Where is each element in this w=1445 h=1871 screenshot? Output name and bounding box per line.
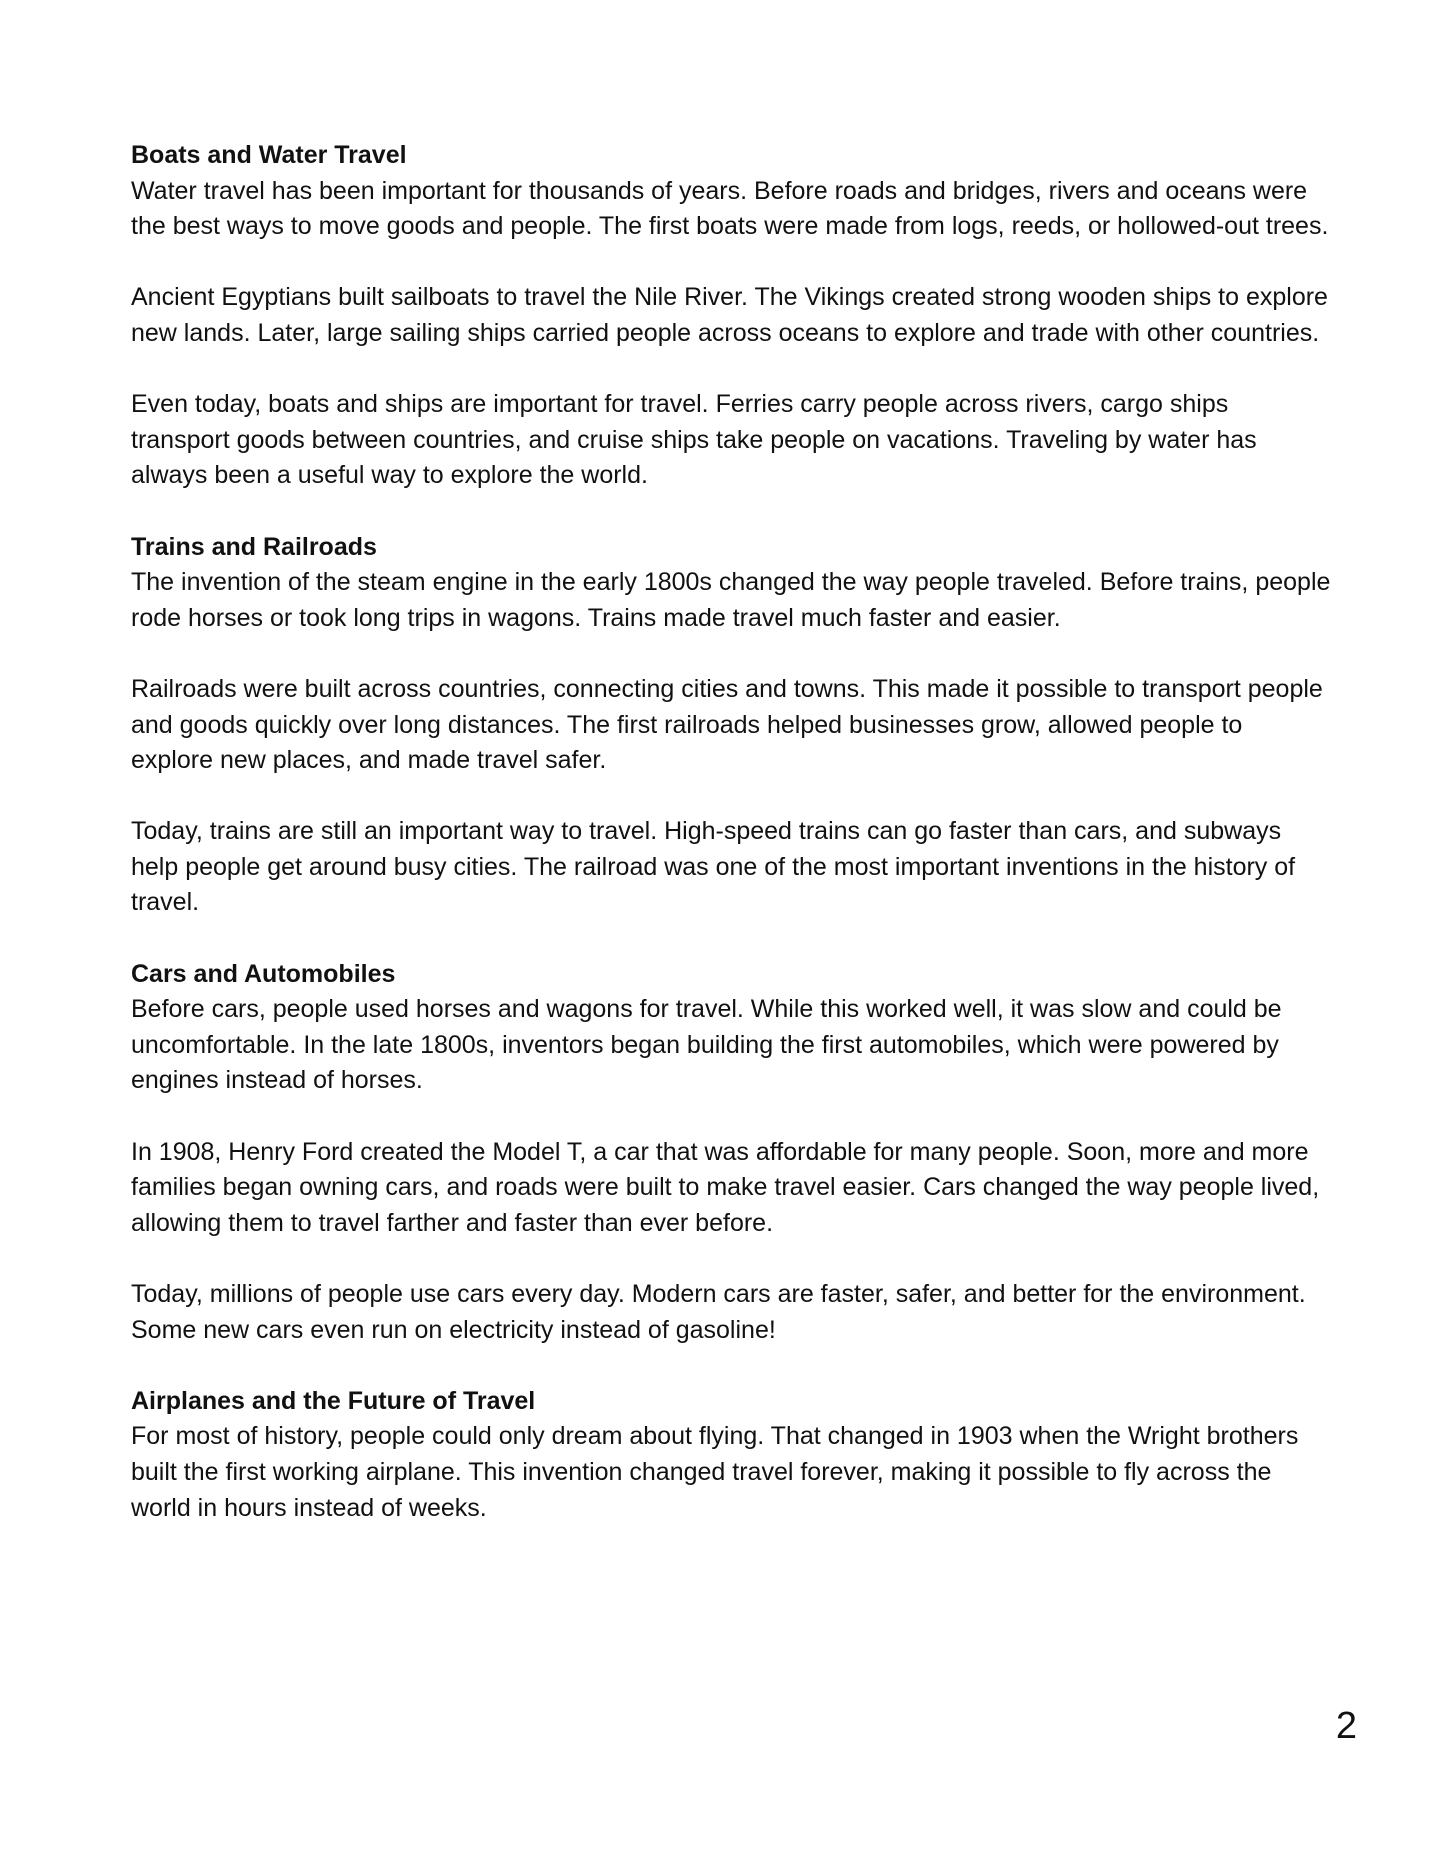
paragraph: For most of history, people could only dream about flying. That changed in 1903 when the Wright brothers built the first working airplane. This invention changed travel forever, making it possible to fly across the world in hours instead of weeks. [131, 1422, 1299, 1522]
section-heading: Cars and Automobiles [131, 959, 396, 988]
section-airplanes [131, 1384, 1331, 1526]
paragraph: In 1908, Henry Ford created the Model T, a car that was affordable for many people. Soon, more and more families began owning cars, and roads were built to make travel easier. Cars changed the way people lived, allowing them to travel farther and faster than ever before. [131, 1137, 1320, 1237]
paragraph: Water travel has been important for thousands of years. Before roads and bridges, rivers and oceans were the best ways to move goods and people. The first boats were made from logs, reeds, or hollowed-out trees. [131, 176, 1329, 241]
page-content [131, 138, 1331, 1526]
paragraph: Ancient Egyptians built sailboats to travel the Nile River. The Vikings created strong wooden ships to explore new lands. Later, large sailing ships carried people across oceans to explore and trade with other countries. [131, 283, 1328, 347]
section-gap [131, 1348, 1331, 1384]
section-cars [131, 957, 1331, 1349]
section-gap [131, 921, 1331, 957]
section-boats [131, 138, 1331, 494]
paragraph: The invention of the steam engine in the early 1800s changed the way people traveled. Before trains, people rode horses or took long trips in wagons. Trains made travel much faster and easier. [131, 568, 1331, 632]
paragraph-gap [131, 779, 1331, 815]
paragraph-gap [131, 352, 1331, 388]
paragraph-gap [131, 245, 1331, 281]
section-heading: Airplanes and the Future of Travel [131, 1386, 536, 1415]
paragraph: Even today, boats and ships are important for travel. Ferries carry people across rivers, cargo ships transport goods between countries, and cruise ships take people on vacations. Traveling by water has always been a useful way to explore the world. [131, 390, 1257, 490]
paragraph: Before cars, people used horses and wagons for travel. While this worked well, it was slow and could be uncomfortable. In the late 1800s, inventors began building the first automobiles, which were powered by engines instead of horses. [131, 995, 1282, 1095]
paragraph: Today, millions of people use cars every day. Modern cars are faster, safer, and better for the environment. Some new cars even run on electricity instead of gasoline! [131, 1280, 1306, 1344]
paragraph: Today, trains are still an important way to travel. High-speed trains can go faster than cars, and subways help people get around busy cities. The railroad was one of the most important inventions in the history of travel. [131, 817, 1296, 917]
paragraph-gap [131, 1099, 1331, 1135]
paragraph: Railroads were built across countries, connecting cities and towns. This made it possible to transport people and goods quickly over long distances. The first railroads helped businesses grow, allowed people to explore new places, and made travel safer. [131, 674, 1323, 775]
section-trains [131, 530, 1331, 922]
paragraph-gap [131, 636, 1331, 672]
section-gap [131, 494, 1331, 530]
paragraph-gap [131, 1241, 1331, 1277]
section-heading: Trains and Railroads [131, 532, 377, 561]
section-heading: Boats and Water Travel [131, 141, 407, 169]
page-number: 2 [1335, 1705, 1357, 1747]
